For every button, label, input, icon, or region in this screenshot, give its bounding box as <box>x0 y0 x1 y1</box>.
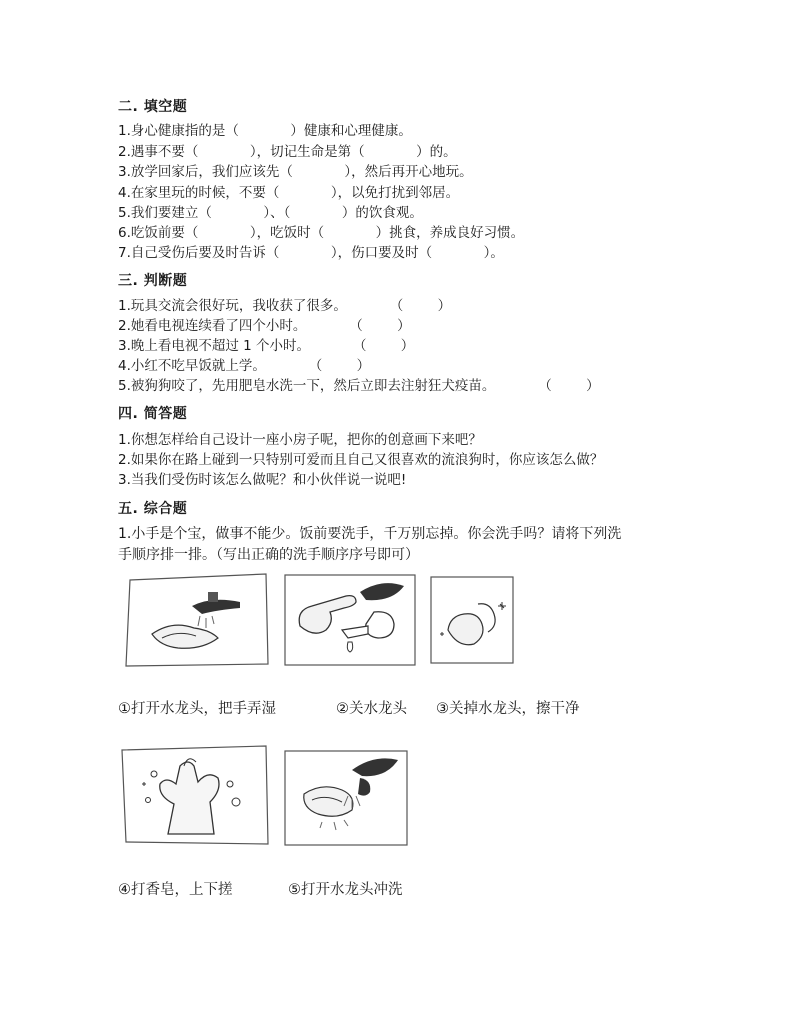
judge-question-3: 3.晚上看电视不超过 1 个小时。 （ ） <box>118 338 415 354</box>
judge-question-5: 5.被狗狗咬了，先用肥皂水洗一下，然后立即去注射狂犬疫苗。 （ ） <box>118 378 600 394</box>
caption-step-1: ①打开水龙头，把手弄湿 <box>118 701 276 717</box>
wet-hands-illustration <box>122 572 270 668</box>
judge-question-4: 4.小红不吃早饭就上学。 （ ） <box>118 358 371 374</box>
fill-question-5: 5.我们要建立（ ）、（ ）的饮食观。 <box>118 205 423 221</box>
short-question-3: 3.当我们受伤时该怎么做呢？和小伙伴说一说吧! <box>118 472 407 488</box>
fill-question-1: 1.身心健康指的是（ ）健康和心理健康。 <box>118 123 412 139</box>
caption-step-4: ④打香皂，上下搓 <box>118 882 233 898</box>
fill-question-6: 6.吃饭前要（ ），吃饭时（ ）挑食，养成良好习惯。 <box>118 225 525 241</box>
dry-hands-picture <box>428 574 516 666</box>
turn-off-tap-illustration <box>282 572 418 668</box>
caption-step-5: ⑤打开水龙头冲洗 <box>288 882 403 898</box>
fill-question-3: 3.放学回家后，我们应该先（ ），然后再开心地玩。 <box>118 164 473 180</box>
judge-question-2: 2.她看电视连续看了四个小时。 （ ） <box>118 318 411 334</box>
soap-hands-picture <box>118 744 270 848</box>
dry-hands-illustration <box>428 574 516 666</box>
comp-question-line-1: 1.小手是个宝，做事不能少。饭前要洗手，千万别忘掉。你会洗手吗？请将下列洗 <box>118 526 622 542</box>
short-section-title: 四. 简答题 <box>118 406 188 422</box>
caption-step-2: ②关水龙头 <box>336 701 407 717</box>
rinse-hands-picture <box>282 748 410 848</box>
judge-question-1: 1.玩具交流会很好玩，我收获了很多。 （ ） <box>118 298 452 314</box>
turn-off-tap-picture <box>282 572 418 668</box>
soap-hands-illustration <box>118 744 270 848</box>
rinse-hands-illustration <box>282 748 410 848</box>
fill-question-4: 4.在家里玩的时候，不要（ ），以免打扰到邻居。 <box>118 185 460 201</box>
comp-question-line-2: 手顺序排一排。（写出正确的洗手顺序序号即可） <box>118 547 419 563</box>
comp-section-title: 五. 综合题 <box>118 501 188 517</box>
fill-question-2: 2.遇事不要（ ），切记生命是第（ ）的。 <box>118 144 457 160</box>
short-question-2: 2.如果你在路上碰到一只特别可爱而且自己又很喜欢的流浪狗时，你应该怎么做？ <box>118 452 604 468</box>
fill-section-title: 二. 填空题 <box>118 99 188 115</box>
fill-question-7: 7.自己受伤后要及时告诉（ ），伤口要及时（ ）。 <box>118 245 504 261</box>
wet-hands-picture <box>122 572 270 668</box>
short-question-1: 1.你想怎样给自己设计一座小房子呢，把你的创意画下来吧？ <box>118 432 482 448</box>
caption-step-3: ③关掉水龙头，擦干净 <box>436 701 580 717</box>
judge-section-title: 三. 判断题 <box>118 273 188 289</box>
